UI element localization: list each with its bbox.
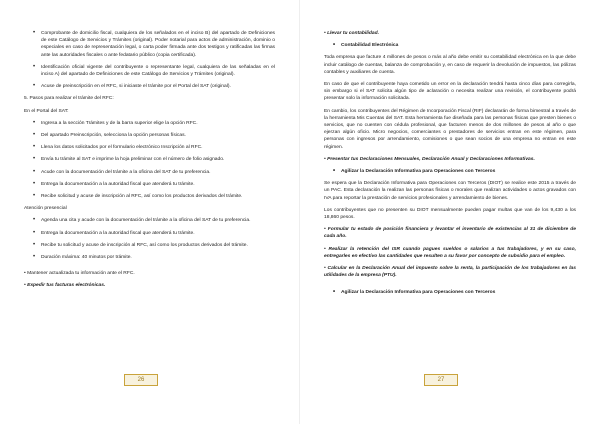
list-item: • Agenda una cita y acude con la documentación del trámite a la oficina del SAT de tu preferencia.: [24, 217, 275, 224]
requirements-list: [24, 30, 275, 90]
declarations-heading: • Presentar tus Declaraciones Mensuales, Declaración Anual y Declaraciones Informativas.: [324, 156, 535, 162]
diot-list-2: [324, 289, 576, 296]
paragraph: Los contribuyentes que no presenten su DIOT mensualmente pueden pagar multas que van de los 9,430 a los 18,860 pesos.: [324, 207, 576, 221]
portal-steps-list: [24, 120, 275, 200]
page-right: [300, 0, 600, 424]
obligation-bullet: • Formular tu estado de posición financiera y levantar el inventario de existencias al 31 de diciembre de cada año.: [324, 227, 576, 240]
page-number: 26: [124, 374, 158, 386]
presencial-steps-list: [24, 217, 275, 261]
list-item: • Comprobante de domicilio fiscal, cualquiera de los señalados en el inciso B) del apartado de Definiciones de este Catálogo de Servicios y Trámites (original). Poder notarial para actos de administración, dominio o especiales en caso de representación legal, o carta poder firmada ante dos testigos y ratificadas las firmas ante las autoridades fiscales o ante fedatario público (copia certificada).: [24, 30, 275, 59]
list-item: • Llena los datos solicitados por el formulario electrónico Inscripción al RFC.: [24, 144, 275, 151]
list-item: • Duración máxima: 40 minutos por trámite.: [24, 254, 275, 261]
diot-heading: • Agilizar la Declaración Informativa para Operaciones con Terceros: [324, 168, 576, 175]
presencial-heading: Atención presencial: [24, 206, 67, 212]
invoices-heading: • Expedir tus facturas electrónicas.: [24, 283, 106, 289]
page-number: 27: [424, 374, 458, 386]
contab-heading: • Contabilidad Electrónica: [324, 42, 576, 49]
list-item: • Acude con la documentación del trámite a la oficina del SAT de tu preferencia.: [24, 169, 275, 176]
accounting-heading: • Llevar tu contabilidad.: [324, 31, 379, 36]
step-heading: 5. Pasos para realizar el trámite del RFC:: [24, 96, 114, 102]
diot-list: [324, 168, 576, 175]
paragraph: En cambio, los contribuyentes del Régimen de Incorporación Fiscal (RIF) declararán de forma bimestral a través de la herramienta Mis Cuentas del SAT. Esta herramienta fue diseñada para las personas físicas que presten bienes o servicios, que no cuenten con cédula profesional, que facturen menos de dos millones de pesos al año o que ejerzan algún oficio. Micro negocios, comerciantes o prestadores de servicios entran en este régimen, para personas con ingresos por arrendamiento, comisiones o que sean socios de una empresa no entran en este régimen.: [324, 108, 576, 150]
list-item: • Ingresa a la sección Trámites y de la barra superior elige la opción RFC.: [24, 120, 275, 127]
paragraph: Se espera que la Declaración Informativa para Operaciones con Terceros (DIOT) se realice este 2015 a través de un PAC. Esta declaración la realizan las personas físicas o morales que realizan actividades o actos gravados con IVA para reportar la prestación de servicios profesionales y arrendamiento de bienes.: [324, 181, 576, 201]
list-item: • Envía tu trámite al SAT e imprime la hoja preliminar con el número de folio asignado.: [24, 156, 275, 163]
list-item: • Acuse de preinscripción en el RFC, si iniciaste el trámite por el Portal del SAT (original).: [24, 83, 275, 90]
list-item: • Del apartado Preinscripción, selecciona la opción personas físicas.: [24, 132, 275, 139]
diot-heading-2: • Agilizar la Declaración Informativa para Operaciones con Terceros: [324, 289, 576, 296]
list-item: • Entrega la documentación a la autoridad fiscal que atenderá tu trámite.: [24, 181, 275, 188]
paragraph: Toda empresa que facture 4 millones de pesos o más al año debe emitir su contabilidad electrónica en la que debe incluir catálogo de cuentas, balanza de comprobación y, en caso de requerir la devolución de impuestos, las pólizas contables y auxiliares de cuenta.: [324, 55, 576, 75]
keep-updated-text: • Mantener actualizada tu información ante el RFC.: [24, 271, 135, 277]
list-item: • Recibe tu solicitud y acuse de inscripción al RFC, así como los productos derivados del trámite.: [24, 242, 275, 249]
obligation-bullet: • Realizar la retención del ISR cuando pagues sueldos o salarios a tus trabajadores, y en su caso, entregarles en efectivo las cantidades que resulten a su favor por concepto de subsidio para el empleo.: [324, 246, 576, 259]
list-item: • Recibe solicitud y acuse de inscripción al RFC, así como los productos derivados del trámite.: [24, 193, 275, 200]
list-item: • Entrega la documentación a la autoridad fiscal que atenderá tu trámite.: [24, 230, 275, 237]
obligation-bullet: • Calcular en la Declaración Anual del impuesto sobre la renta, la participación de los trabajadores en las utilidades de la empresa (PTU).: [324, 266, 576, 279]
portal-heading: En el Portal del SAT:: [24, 108, 69, 114]
contab-list: [324, 42, 576, 49]
paragraph: En caso de que el contribuyente haya cometido un error en la declaración tendrá hasta cinco días para corregirla, sin embargo si el SAT solicita algún tipo de aclaración o necesita realizar una revisión, el contribuyente podrá presentar solo la información solicitada.: [324, 82, 576, 102]
list-item: • Identificación oficial vigente del contribuyente o representante legal, cualquiera de las señaladas en el inciso A) del apartado de Definiciones de este Catálogo de Servicios y Trámites (original).: [24, 64, 275, 78]
